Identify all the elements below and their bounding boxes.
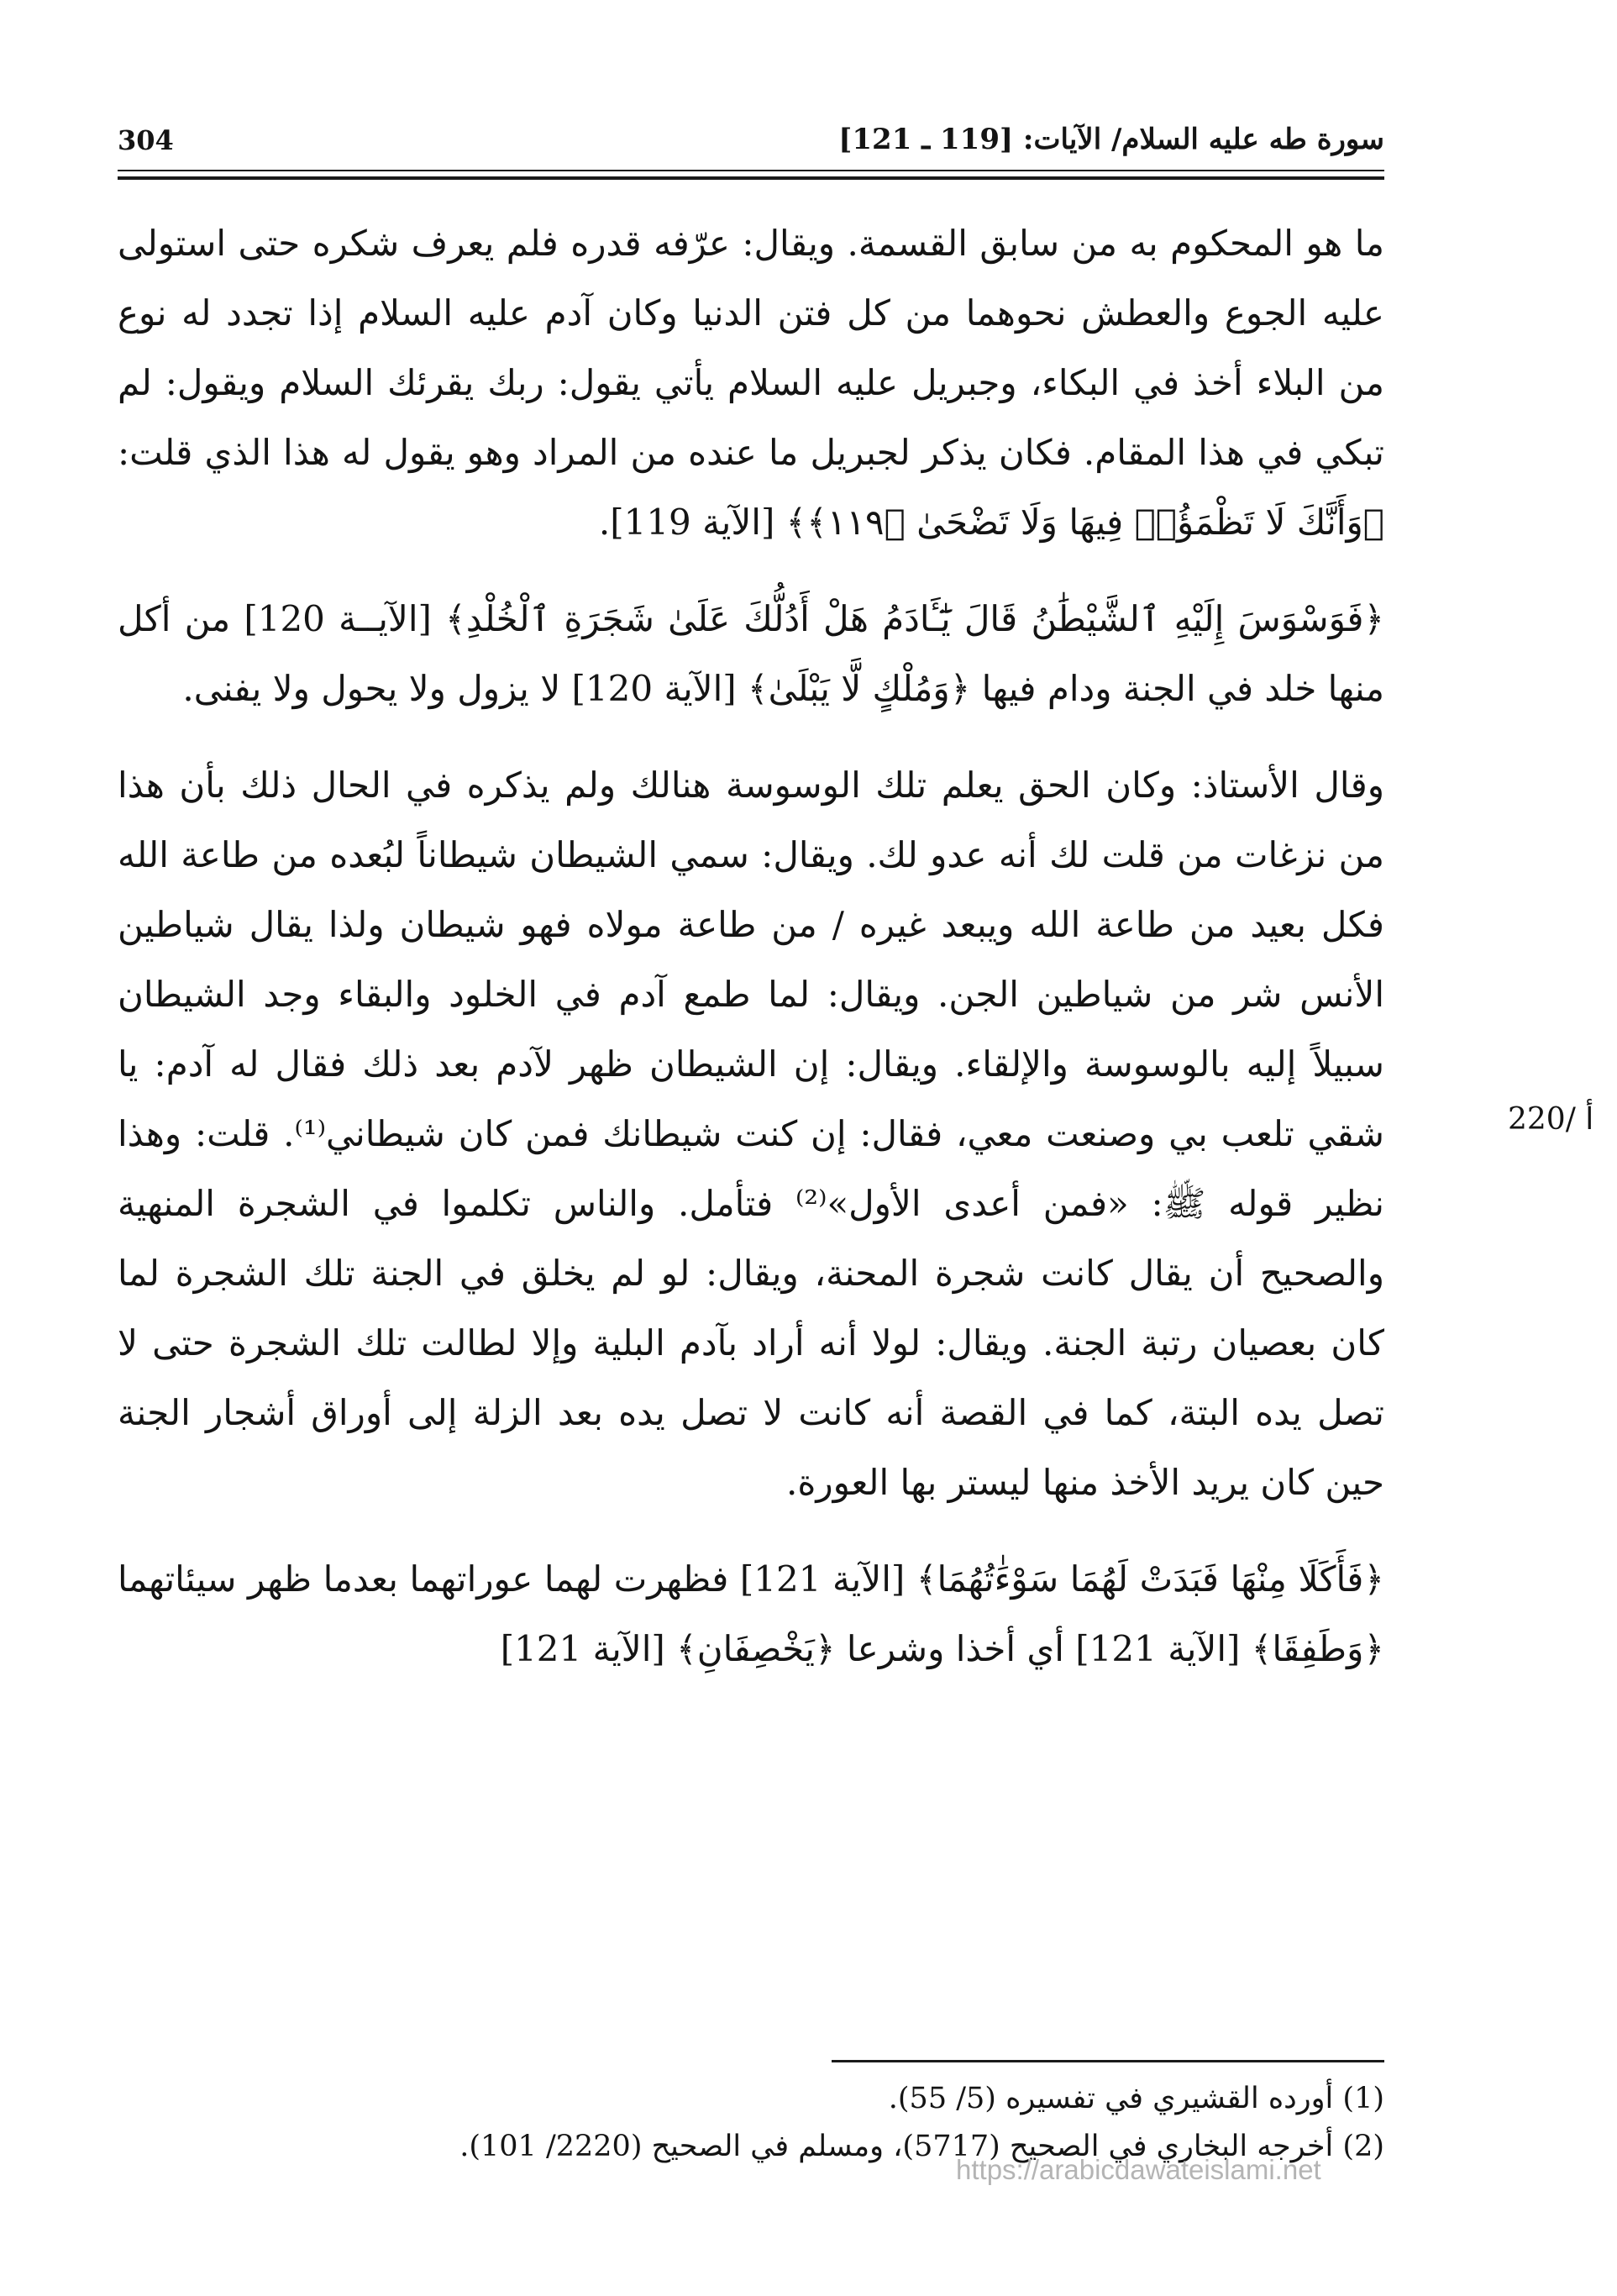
footnote-separator <box>832 2060 1384 2062</box>
header-rule-thick <box>118 176 1384 180</box>
footnote-1: (1) أورده القشيري في تفسيره (5/ 55). <box>888 2082 1384 2115</box>
manuscript-folio-note: 220/ أ <box>1508 1102 1594 1137</box>
header-rule-thin <box>118 170 1384 171</box>
watermark-url: https://arabicdawateislami.net <box>956 2154 1321 2185</box>
page-number: 304 <box>118 124 174 156</box>
page-header <box>118 118 1384 175</box>
paragraph-4: ﴿فَأَكَلَا مِنْهَا فَبَدَتْ لَهُمَا سَوْءَٰتُهُمَا﴾ [الآية 121] فظهرت لهما عوراتهما بعدما ظهر سيئاتهما ﴿وَطَفِقَا﴾ [الآية 121] أي أخذا وشرعا ﴿يَخْصِفَانِ﴾ [الآية 121] <box>118 1558 1384 1669</box>
paragraph-3: وقال الأستاذ: وكان الحق يعلم تلك الوسوسة هنالك ولم يذكره في الحال ذلك بأن هذا من نزغات من قلت لك أنه عدو لك. ويقال: سمي الشيطان شيطاناً لبُعده من طاعة الله فكل بعيد من طاعة الله ويبعد غيره / من طاعة مولاه فهو شيطان ولذا يقال شياطين الأنس شر من شياطين الجن. ويقال: لما طمع آدم في الخلود والبقاء وجد الشيطان سبيلاً إليه بالوسوسة والإلقاء. ويقال: إن الشيطان ظهر لآدم بعد ذلك فقال له آدم: يا شقي تلعب بي وصنعت معي، فقال: إن كنت شيطانك فمن كان شيطاني⁽¹⁾. قلت: وهذا نظير قوله ﷺ: «فمن أعدى الأول»⁽²⁾ فتأمل. والناس تكلموا في الشجرة المنهية والصحيح أن يقال كانت شجرة المحنة، ويقال: لو لم يخلق في الجنة تلك الشجرة لما كان بعصيان رتبة الجنة. ويقال: لولا أنه أراد بآدم البلية وإلا لطالت تلك الشجرة حتى لا تصل يده البتة، كما في القصة أنه كانت لا تصل يده بعد الزلة إلى أوراق أشجار الجنة حين كان يريد الأخذ منها ليستر بها العورة. <box>118 764 1384 1503</box>
running-title: سورة طه عليه السلام/ الآيات: [119 ـ 121] <box>838 123 1384 156</box>
main-text <box>118 208 1384 1684</box>
paragraph-2: ﴿فَوَسْوَسَ إِلَيْهِ ٱلشَّيْطَٰنُ قَالَ يَٰٓـَٔادَمُ هَلْ أَدُلُّكَ عَلَىٰ شَجَرَةِ ٱلْخُلْدِ﴾ [الآيــة 120] من أكل منها خلد في الجنة ودام فيها ﴿وَمُلْكٍ لَّا يَبْلَىٰ﴾ [الآية 120] لا يزول ولا يحول ولا يفنى. <box>118 598 1385 709</box>
footnote-2: (2) أخرجه البخاري في الصحيح (5717)، ومسلم في الصحيح (2220/ 101). <box>459 2130 1384 2163</box>
paragraph-1: ما هو المحكوم به من سابق القسمة. ويقال: عرّفه قدره فلم يعرف شكره حتى استولى عليه الجوع والعطش نحوهما من كل فتن الدنيا وكان آدم عليه السلام إذا تجدد له نوع من البلاء أخذ في البكاء، وجبريل عليه السلام يأتي يقول: ربك يقرئك السلام ويقول: لم تبكي في هذا المقام. فكان يذكر لجبريل ما عنده من المراد وهو يقول له هذا الذي قلت: ﴿وَأَنَّكَ لَا تَظْمَؤُا۟ فِيهَا وَلَا تَضْحَىٰ ﴿١١٩﴾﴾ [الآية 119]. <box>118 223 1384 543</box>
